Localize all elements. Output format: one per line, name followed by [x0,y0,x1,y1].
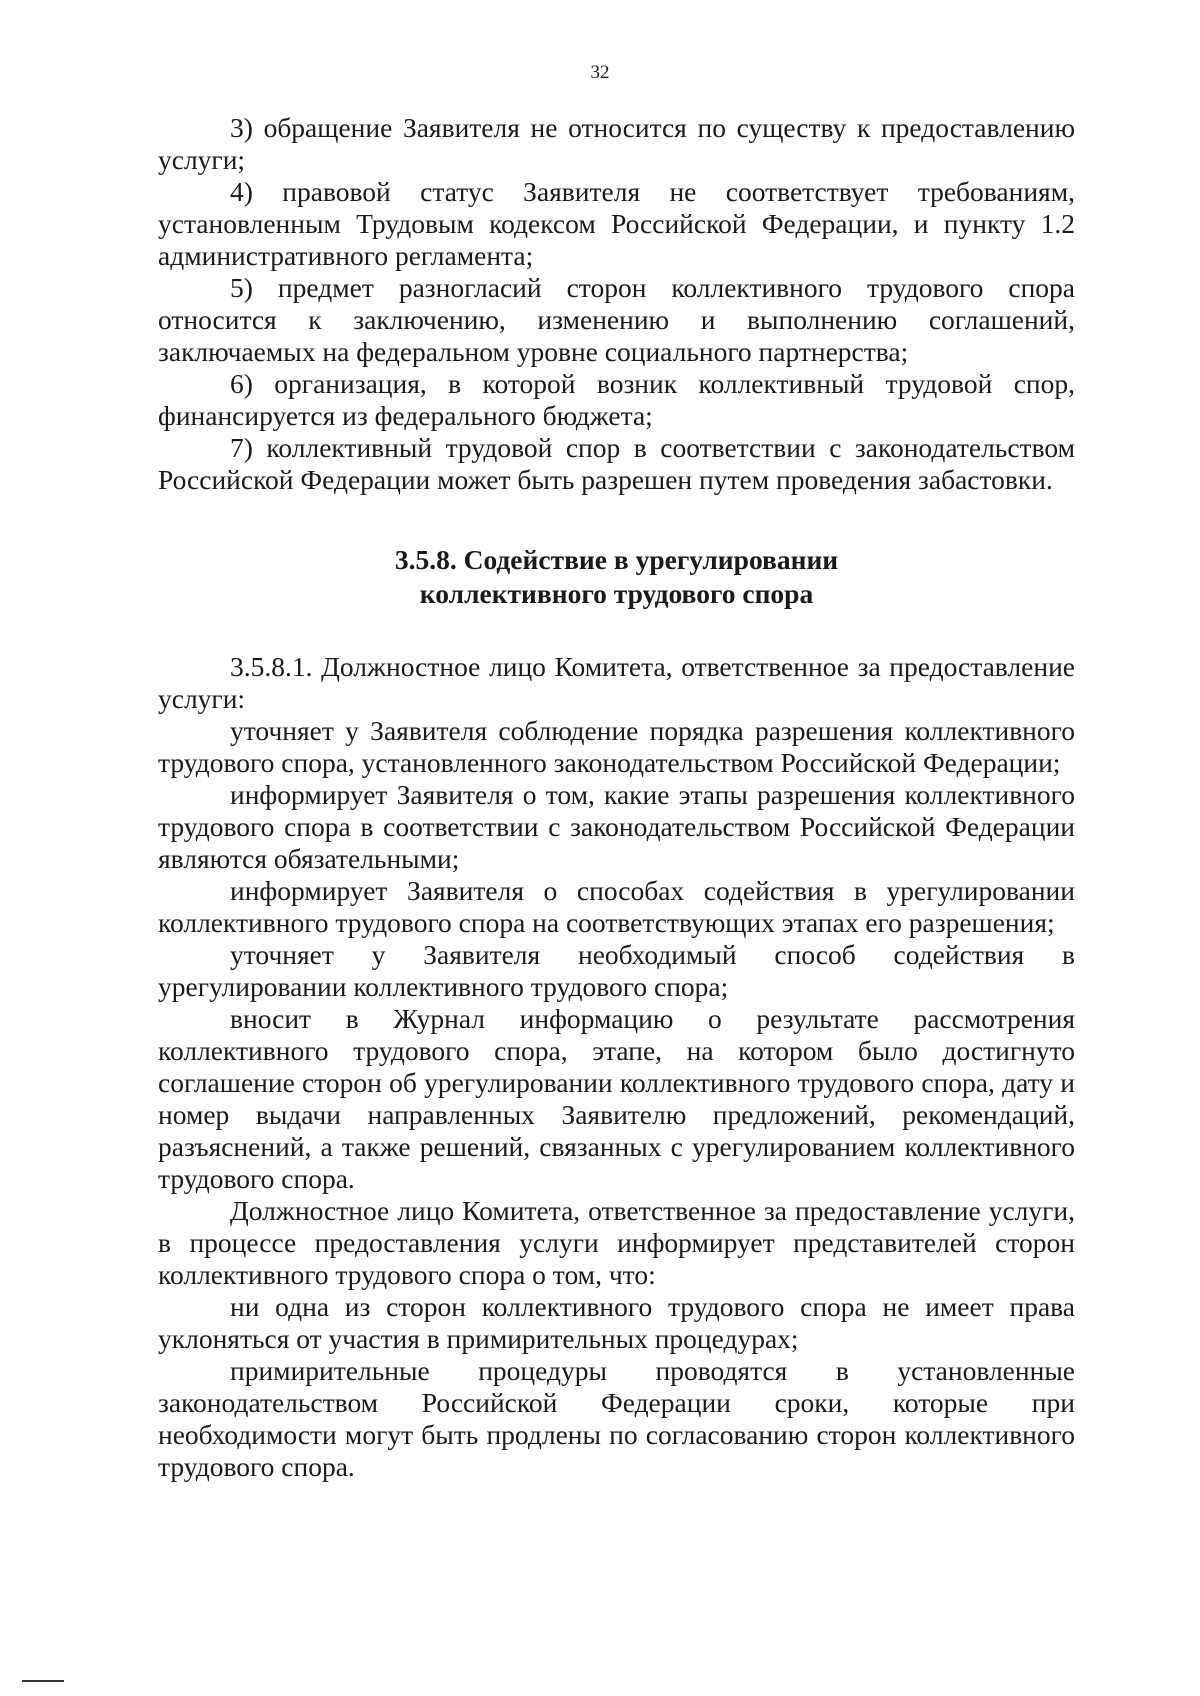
scan-edge-mark [22,1680,64,1682]
page-number: 32 [590,62,610,83]
paragraph-journal-entry: вносит в Журнал информацию о результате рассмотрения коллективного трудового спора, этапе, на котором было достигнуто соглашение сторон об урегулировании коллективного трудового спора, дату и номер выдачи направленных Заявителю предложений, рекомендаций, разъяснений, а также решений, связанных с урегулированием коллективного трудового спора. [158,1003,1075,1194]
paragraph-informs-stages: информирует Заявителя о том, какие этапы разрешения коллективного трудового спора в соответствии с законодательством Российской Федерации являются обязательными; [158,779,1075,874]
section-heading-line-2: коллективного трудового спора [419,578,814,609]
paragraph-conciliation-terms: примирительные процедуры проводятся в установленные законодательством Российской Федерации сроки, которые при необходимости могут быть продлены по согласованию сторон коллективного трудового спора. [158,1355,1075,1482]
paragraph-informs-methods: информирует Заявителя о способах содействия в урегулировании коллективного трудового спора на соответствующих этапах его разрешения; [158,875,1075,938]
document-body [158,112,1075,1483]
paragraph-item-7: 7) коллективный трудовой спор в соответствии с законодательством Российской Федерации может быть разрешен путем проведения забастовки. [158,432,1075,495]
paragraph-no-evasion: ни одна из сторон коллективного трудового спора не имеет права уклоняться от участия в примирительных процедурах; [158,1291,1075,1354]
paragraph-clarifies-procedure: уточняет у Заявителя соблюдение порядка разрешения коллективного трудового спора, установленного законодательством Российской Федерации; [158,715,1075,778]
paragraph-official-informs: Должностное лицо Комитета, ответственное за предоставление услуги, в процессе предоставления услуги информирует представителей сторон коллективного трудового спора о том, что: [158,1195,1075,1290]
paragraph-item-3: 3) обращение Заявителя не относится по существу к предоставлению услуги; [158,112,1075,175]
section-heading [158,543,1075,611]
paragraph-item-4: 4) правовой статус Заявителя не соответствует требованиям, установленным Трудовым кодексом Российской Федерации, и пункту 1.2 административного регламента; [158,176,1075,271]
paragraph-item-5: 5) предмет разногласий сторон коллективного трудового спора относится к заключению, изменению и выполнению соглашений, заключаемых на федеральном уровне социального партнерства; [158,272,1075,367]
paragraph-3-5-8-1: 3.5.8.1. Должностное лицо Комитета, ответственное за предоставление услуги: [158,651,1075,714]
section-heading-line-1: 3.5.8. Содействие в урегулировании [394,544,839,575]
paragraph-clarifies-method: уточняет у Заявителя необходимый способ содействия в урегулировании коллективного трудового спора; [158,939,1075,1002]
paragraph-item-6: 6) организация, в которой возник коллективный трудовой спор, финансируется из федерального бюджета; [158,368,1075,431]
